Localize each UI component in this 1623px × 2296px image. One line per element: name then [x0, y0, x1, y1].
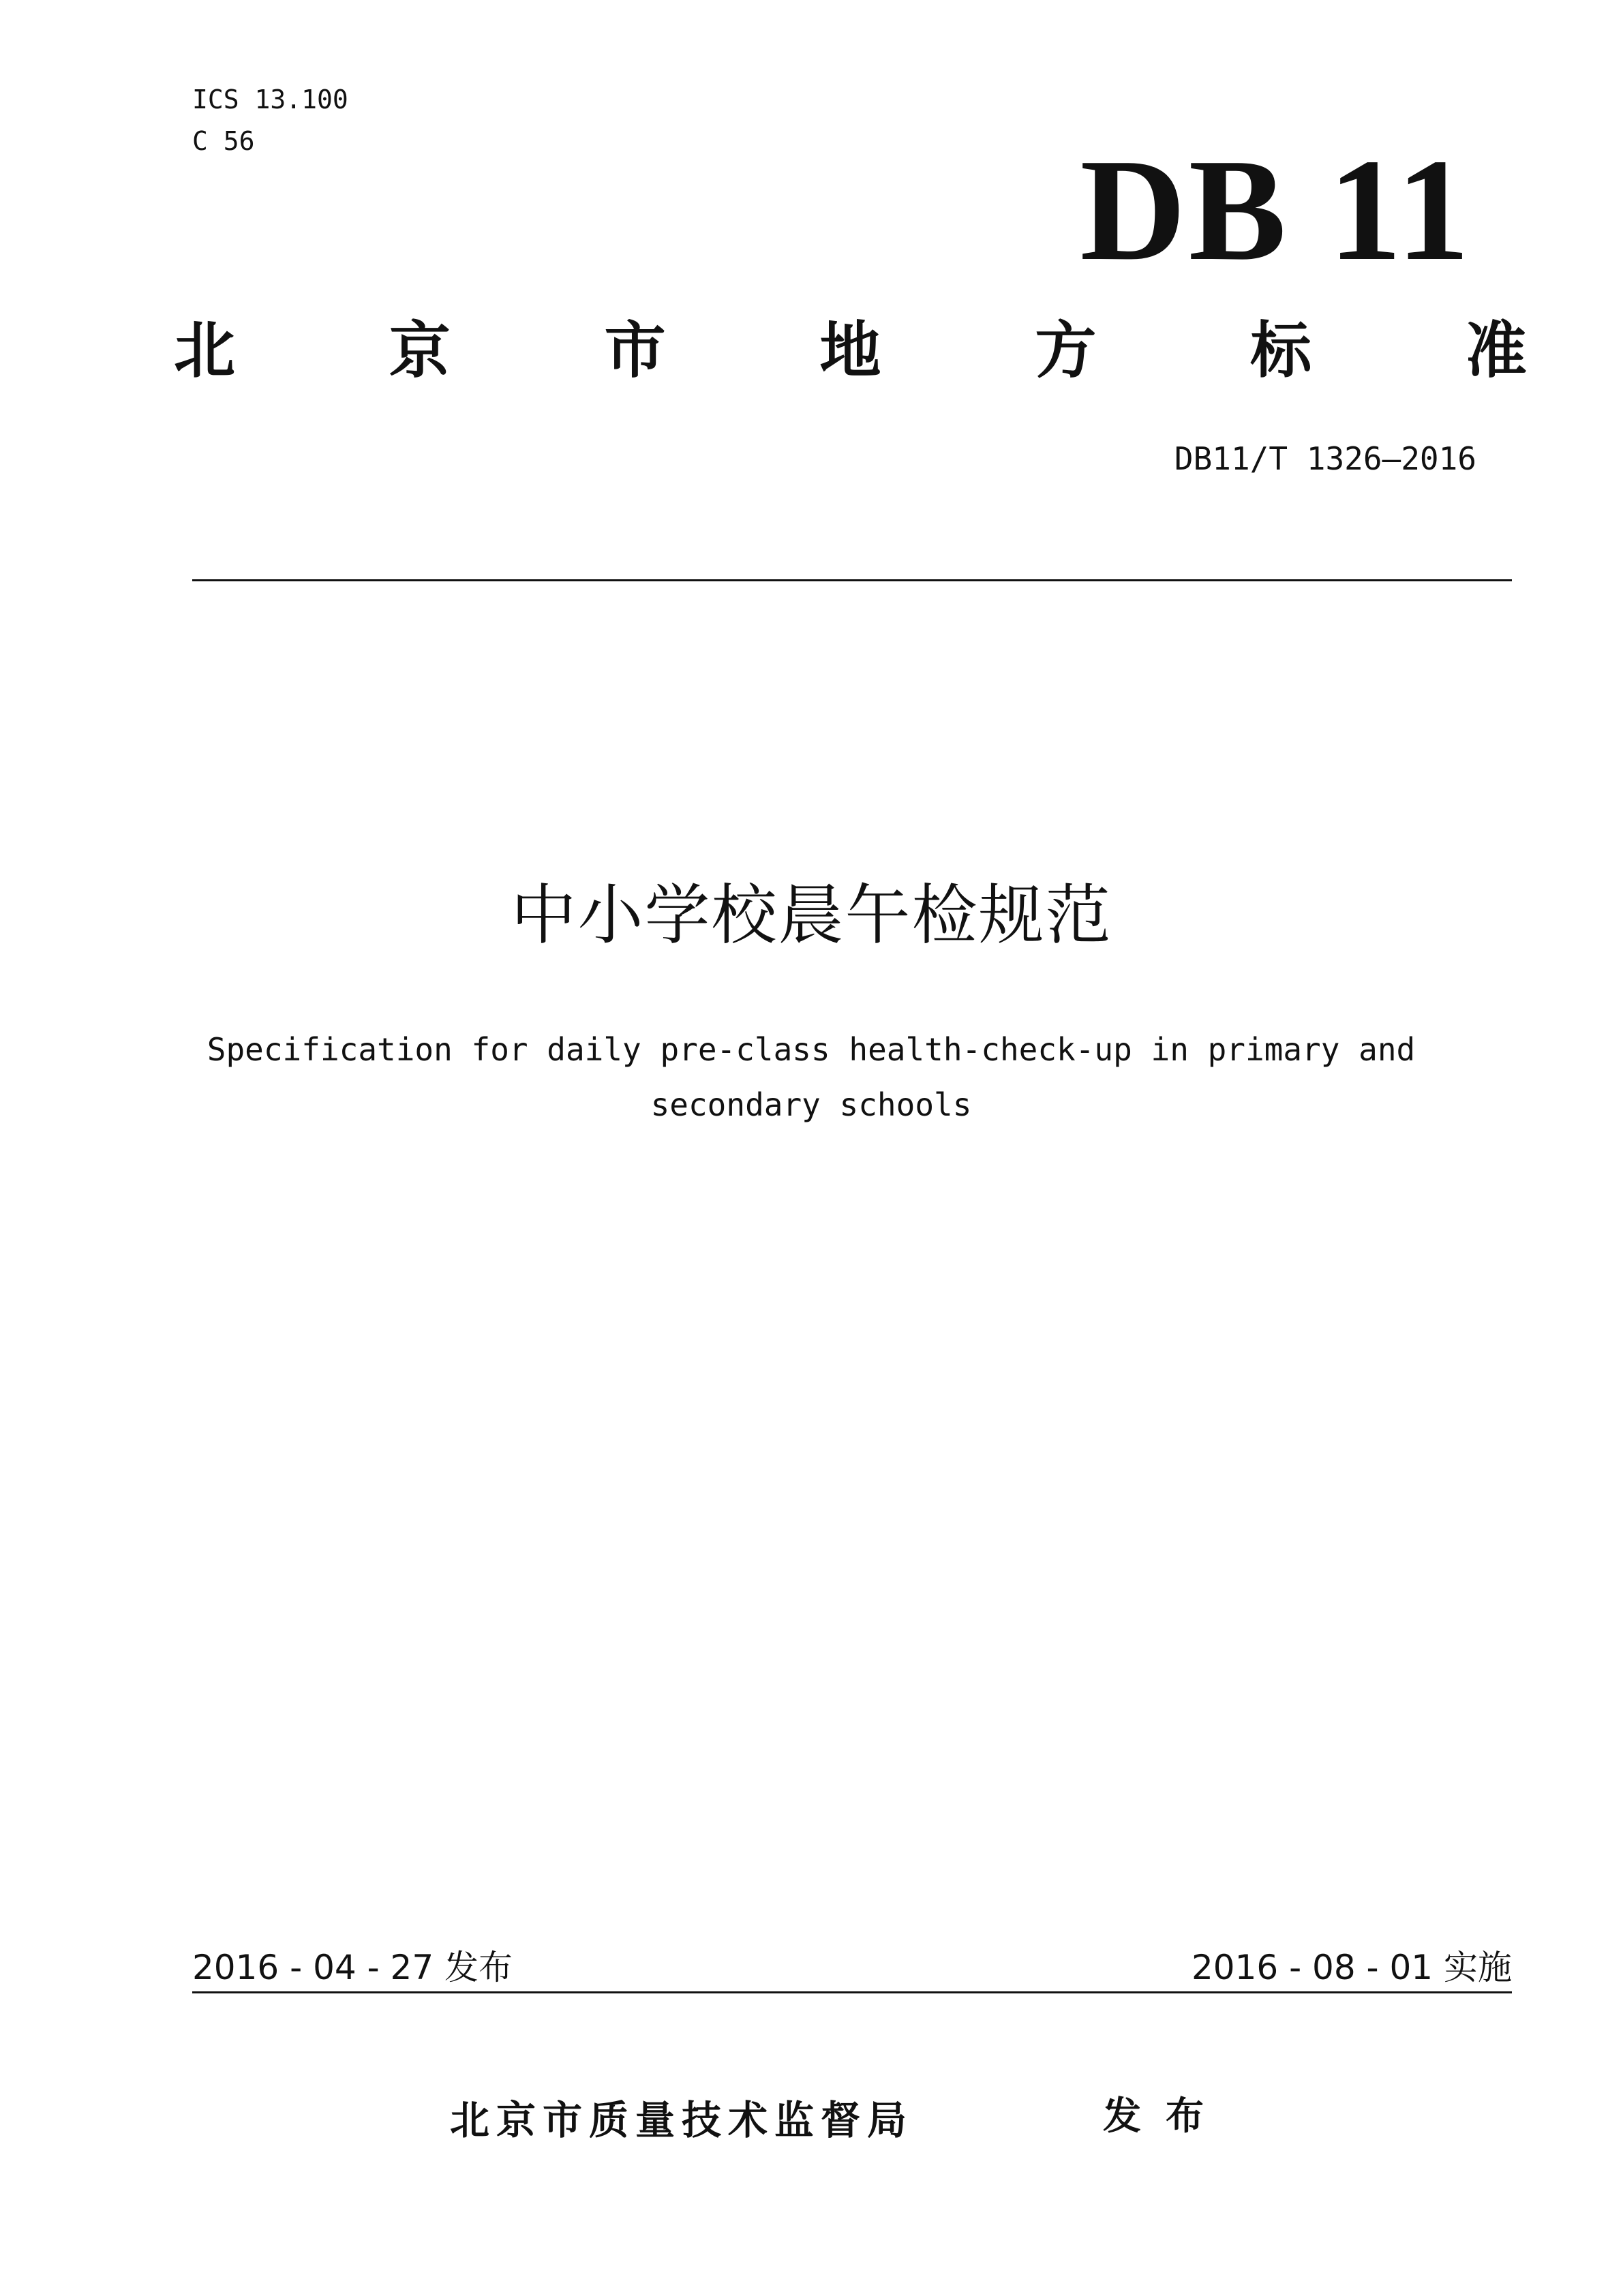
ics-code: ICS 13.100	[192, 85, 348, 114]
header-title	[174, 315, 1527, 386]
header-char: 市	[604, 315, 666, 386]
issue-label: 发布	[1103, 2094, 1228, 2139]
header-char: 地	[819, 315, 881, 386]
db-logo: DB 11	[1080, 128, 1472, 291]
effective-date: 2016 - 08 - 01 实施	[1191, 1948, 1512, 1987]
issue-date: 2016 - 04 - 27 发布	[192, 1948, 513, 1987]
ccs-code: C 56	[192, 126, 255, 156]
header-char: 标	[1250, 315, 1312, 386]
document-title-english: Specification for daily pre-class health-check-up in primary and secondary schools	[207, 1031, 1416, 1123]
bottom-divider	[192, 1991, 1512, 1993]
top-divider	[192, 579, 1512, 581]
header-char: 京	[389, 315, 451, 386]
issuing-authority: 北京市质量技术监督局	[450, 2097, 914, 2143]
header-char: 北	[174, 315, 235, 386]
standard-number: DB11/T 1326—2016	[1174, 440, 1476, 477]
header-char: 方	[1035, 315, 1097, 386]
header-char: 准	[1465, 315, 1527, 386]
document-title-chinese: 中小学校晨午检规范	[511, 877, 1112, 953]
